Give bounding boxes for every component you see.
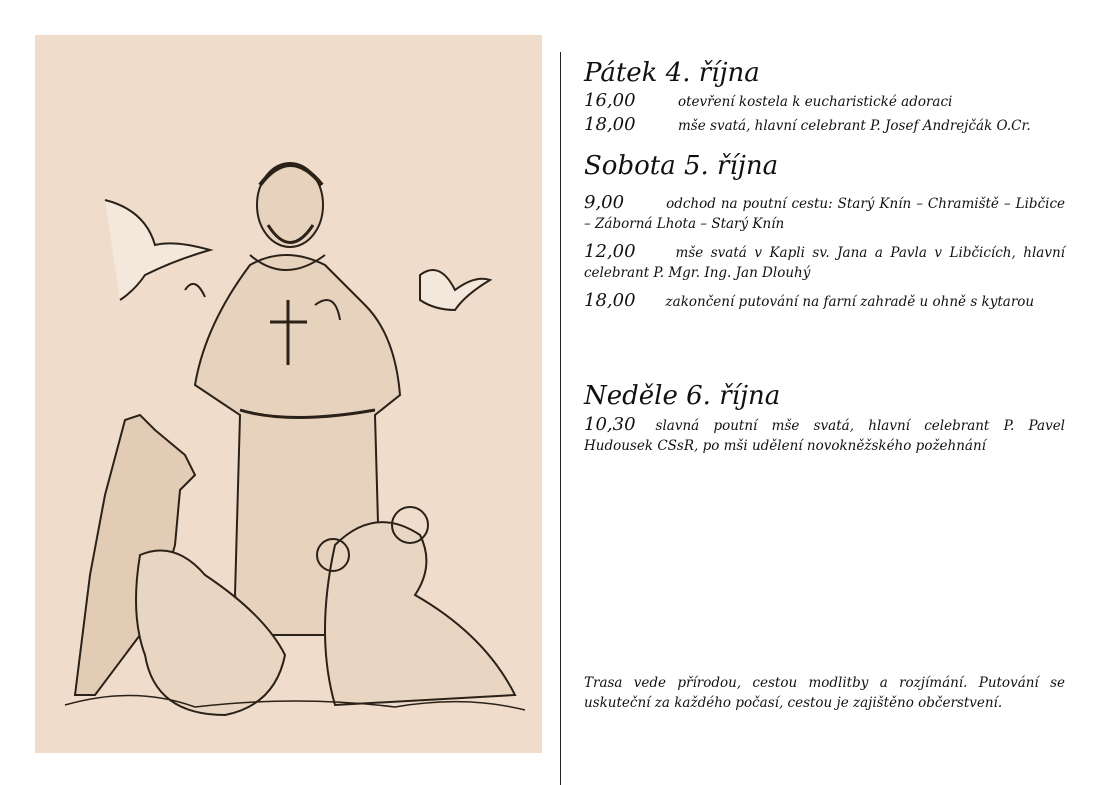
list-item (584, 90, 1065, 114)
item-time: 9,00 (584, 192, 625, 213)
list-item (584, 114, 1065, 138)
item-text: zakončení putování na farní zahradě u ohně s kytarou (665, 294, 1035, 310)
saint-illustration (35, 35, 542, 753)
list-item (584, 193, 1065, 234)
item-time: 18,00 (584, 290, 636, 311)
item-text: mše svatá v Kapli sv. Jana a Pavla v Libčicích, hlavní celebrant P. Mgr. Ing. Jan Dlouhý (584, 245, 1065, 281)
list-item (584, 415, 1065, 456)
item-text: otevření kostela k eucharistické adoraci (678, 94, 953, 110)
item-text: slavná poutní mše svatá, hlavní celebrant P. Pavel Hudousek CSsR, po mši udělení novokněžského požehnání (584, 418, 1065, 454)
saturday-section (584, 149, 1065, 312)
sunday-heading: Neděle 6. října (584, 381, 781, 411)
item-time: 16,00 (584, 90, 636, 111)
saint-with-animals-drawing (35, 35, 542, 753)
item-time: 10,30 (584, 414, 636, 435)
list-item (584, 242, 1065, 283)
saturday-heading: Sobota 5. října (584, 151, 779, 181)
list-item (584, 291, 1065, 312)
item-time: 18,00 (584, 114, 636, 135)
item-text: odchod na poutní cestu: Starý Knín – Chramiště – Libčice – Záborná Lhota – Starý Knín (584, 196, 1065, 232)
column-divider (560, 52, 561, 785)
friday-section (584, 56, 1065, 138)
item-time: 12,00 (584, 241, 636, 262)
route-note: Trasa vede přírodou, cestou modlitby a rozjímání. Putování se uskuteční za každého počasí, cestou je zajištěno občerstvení. (584, 675, 1065, 711)
item-text: mše svatá, hlavní celebrant P. Josef Andrejčák O.Cr. (678, 118, 1031, 134)
sunday-section (584, 379, 1065, 456)
friday-heading: Pátek 4. října (584, 58, 760, 88)
